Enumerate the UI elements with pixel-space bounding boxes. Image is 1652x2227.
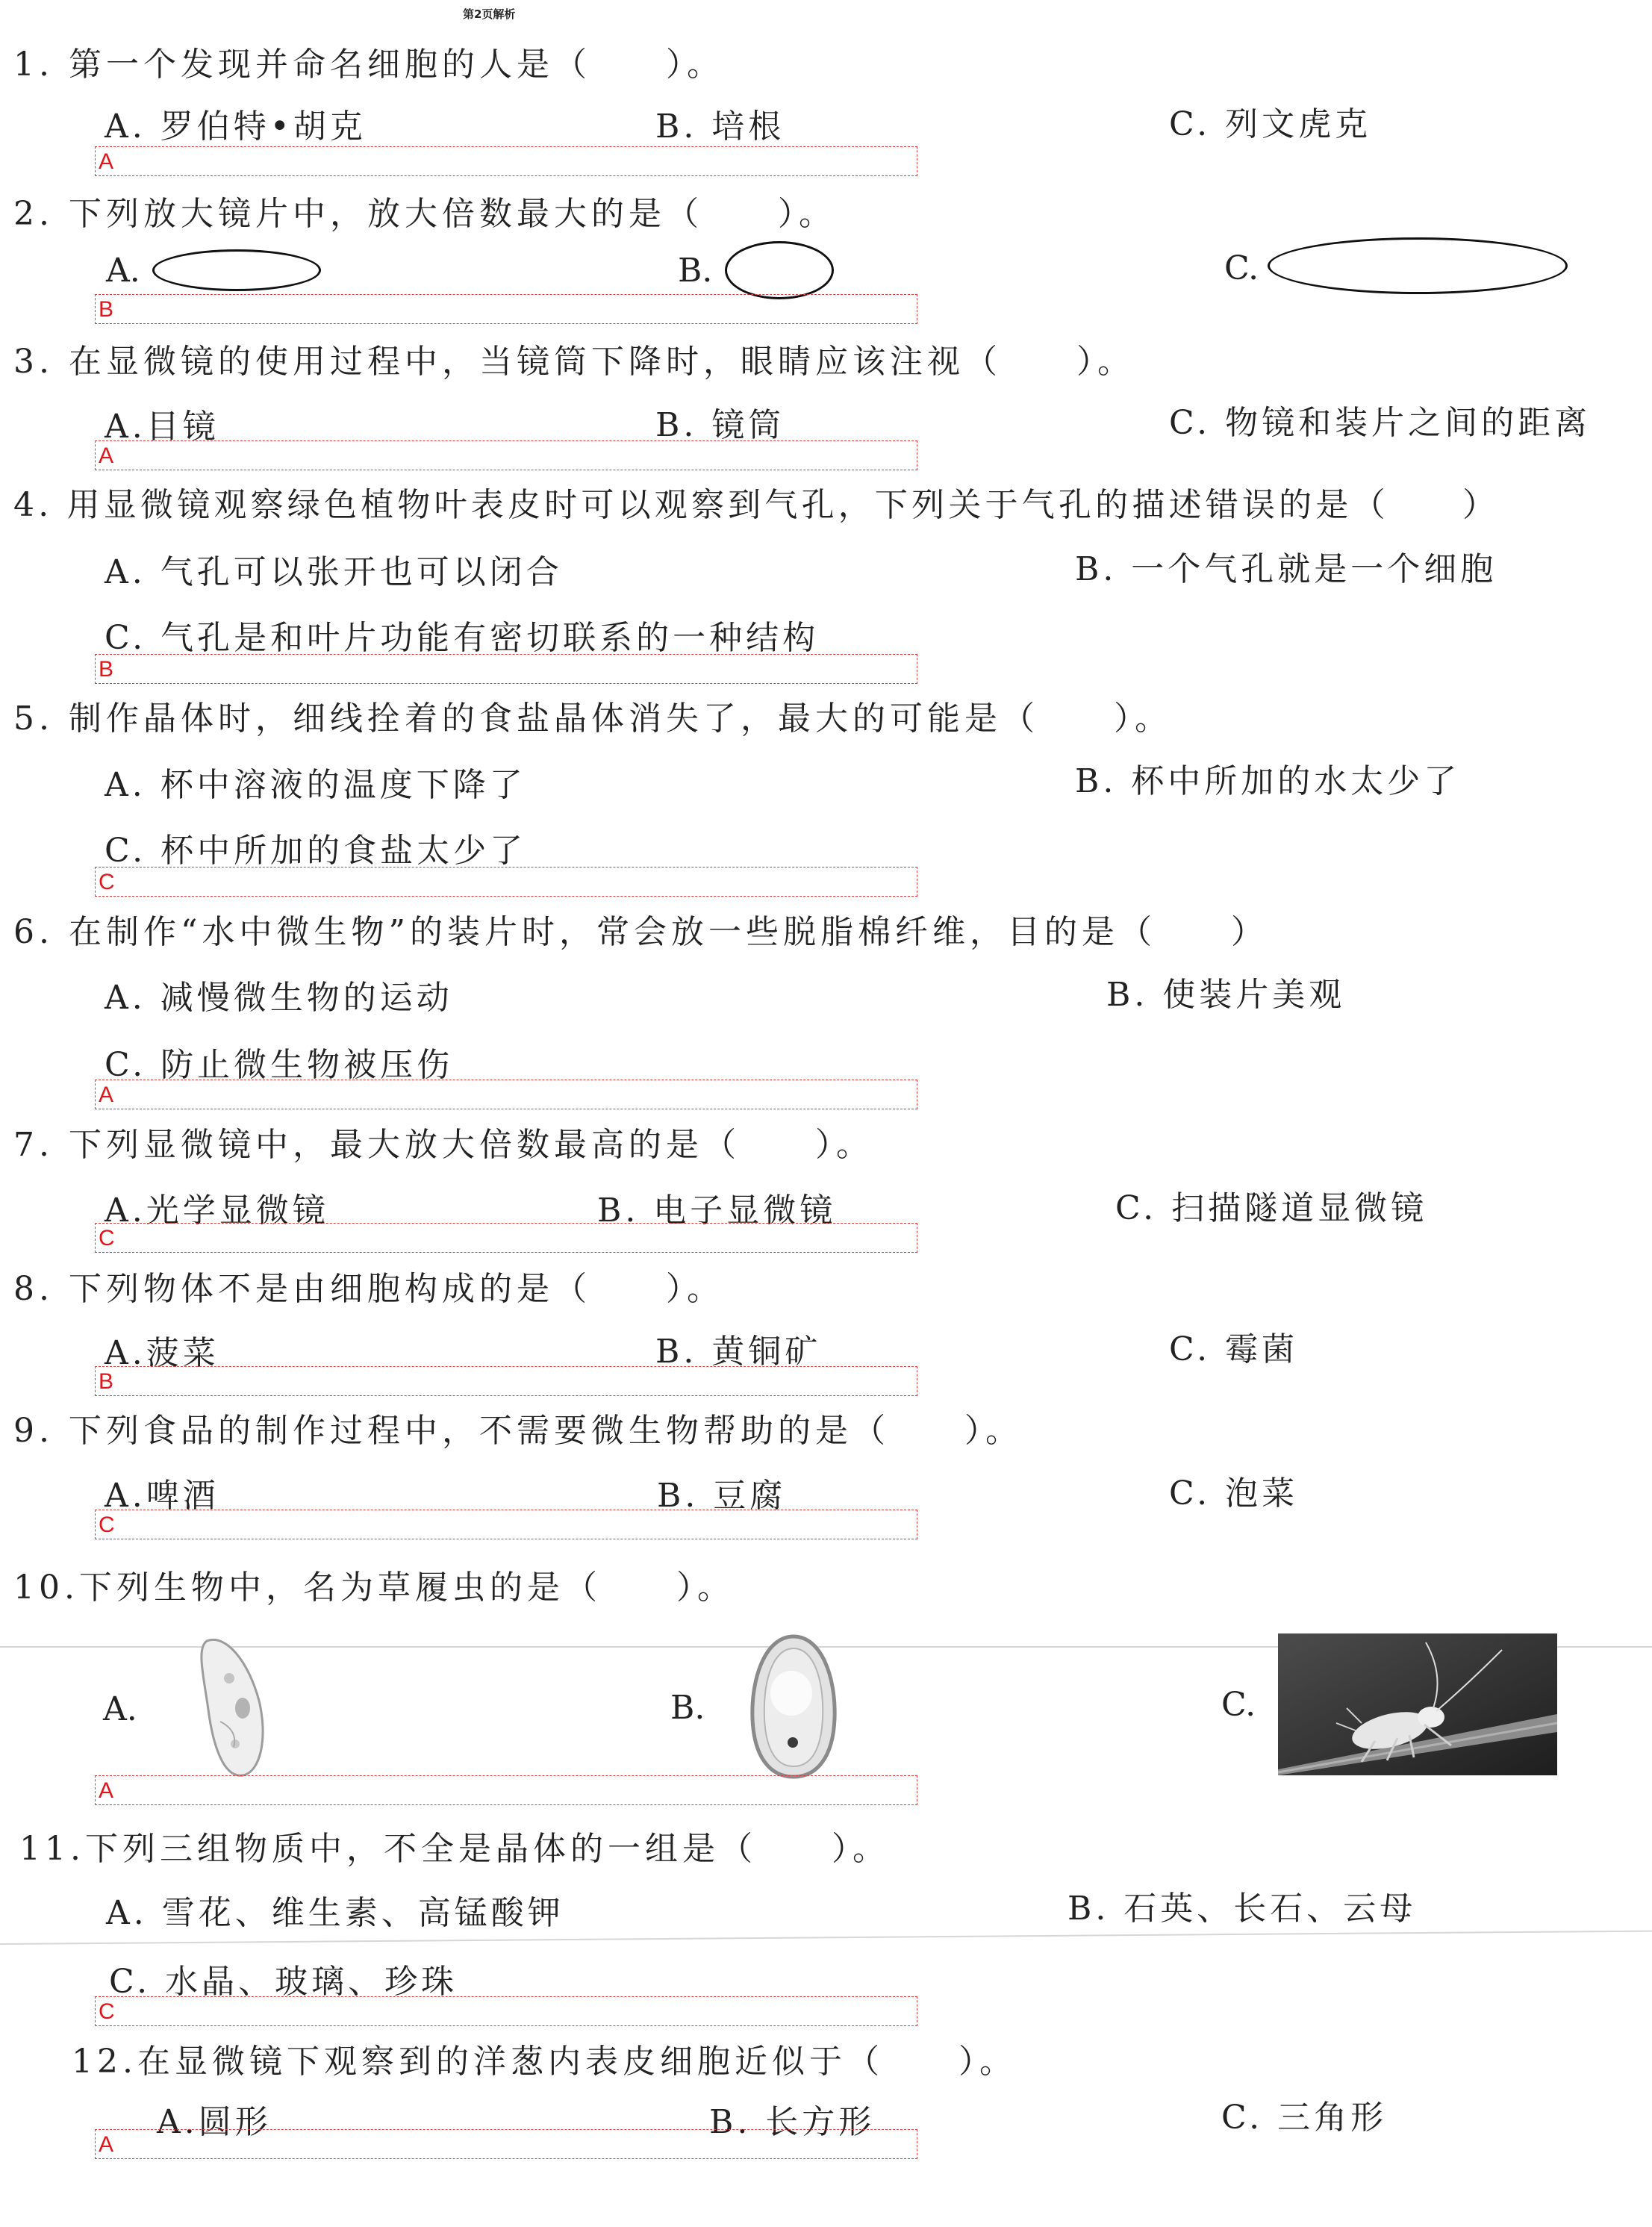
lens-b-icon	[725, 241, 834, 299]
q6-option-c: C. 防止微生物被压伤	[105, 1046, 454, 1084]
question-11: 11.下列三组物质中，不全是晶体的一组是（ ）。	[19, 1830, 890, 1868]
q4-option-a: A. 气孔可以张开也可以闭合	[105, 553, 563, 591]
lens-a-icon	[152, 249, 321, 291]
q9-option-b: B. 豆腐	[657, 1477, 787, 1515]
q7-answer: C	[95, 1223, 917, 1253]
q6-option-b: B. 使装片美观	[1106, 976, 1346, 1014]
q5-option-b: B. 杯中所加的水太少了	[1075, 762, 1461, 800]
q12-option-b: B. 长方形	[709, 2103, 876, 2141]
cell-image	[745, 1630, 842, 1780]
q8-option-b: B. 黄铜矿	[655, 1333, 822, 1371]
q8-option-c: C. 霉菌	[1169, 1330, 1299, 1368]
q10-option-b-label: B.	[670, 1689, 705, 1727]
q10-option-a-label: A.	[103, 1690, 137, 1728]
question-7: 7. 下列显微镜中，最大放大倍数最高的是（ ）。	[13, 1126, 873, 1164]
q5-option-c: C. 杯中所加的食盐太少了	[105, 832, 527, 870]
q12-option-a: A.圆形	[157, 2103, 272, 2141]
paramecium-image	[190, 1632, 280, 1781]
q9-answer: C	[95, 1510, 917, 1539]
q5-answer: C	[95, 867, 917, 897]
q4-answer: B	[95, 654, 917, 684]
question-9: 9. 下列食品的制作过程中，不需要微生物帮助的是（ ）。	[13, 1412, 1023, 1450]
q11-option-a: A. 雪花、维生素、高锰酸钾	[106, 1894, 564, 1932]
q12-answer: A	[95, 2129, 917, 2159]
q10-option-c-label: C.	[1221, 1686, 1256, 1724]
question-12: 12.在显微镜下观察到的洋葱内表皮细胞近似于（ ）。	[72, 2043, 1017, 2081]
question-10: 10.下列生物中，名为草履虫的是（ ）。	[13, 1569, 735, 1607]
question-3: 3. 在显微镜的使用过程中，当镜筒下降时，眼睛应该注视（ ）。	[13, 343, 1135, 381]
q11-option-c: C. 水晶、玻璃、珍珠	[109, 1963, 458, 2001]
q7-option-c: C. 扫描隧道显微镜	[1115, 1189, 1428, 1227]
q3-option-a: A.目镜	[105, 408, 219, 446]
question-6: 6. 在制作“水中微生物”的装片时，常会放一些脱脂棉纤维，目的是（ ）	[13, 913, 1268, 951]
q6-option-a: A. 减慢微生物的运动	[105, 979, 453, 1017]
q12-option-c: C. 三角形	[1221, 2099, 1388, 2137]
q2-option-a-label: A.	[106, 252, 140, 290]
q3-answer: A	[95, 440, 917, 470]
aphid-photo	[1278, 1633, 1557, 1775]
q5-option-a: A. 杯中溶液的温度下降了	[105, 766, 526, 804]
q8-answer: B	[95, 1366, 917, 1396]
q8-option-a: A.菠菜	[105, 1334, 219, 1372]
question-2: 2. 下列放大镜片中，放大倍数最大的是（ ）。	[13, 195, 836, 233]
lens-c-icon	[1268, 237, 1568, 294]
q10-answer: A	[95, 1775, 917, 1805]
q7-option-a: A.光学显微镜	[105, 1192, 329, 1230]
q9-option-a: A.啤酒	[105, 1477, 219, 1515]
q11-answer: C	[95, 1996, 917, 2026]
q3-option-c: C. 物镜和装片之间的距离	[1169, 404, 1592, 442]
q6-answer: A	[95, 1080, 917, 1109]
q2-option-c-label: C.	[1224, 249, 1259, 287]
q1-option-b: B. 培根	[655, 108, 785, 146]
q4-option-b: B. 一个气孔就是一个细胞	[1075, 550, 1497, 588]
question-8: 8. 下列物体不是由细胞构成的是（ ）。	[13, 1270, 724, 1308]
q3-option-b: B. 镜筒	[655, 406, 785, 444]
q9-option-c: C. 泡菜	[1169, 1474, 1299, 1513]
question-1: 1. 第一个发现并命名细胞的人是（ ）。	[13, 46, 724, 84]
q4-option-c: C. 气孔是和叶片功能有密切联系的一种结构	[105, 619, 820, 657]
q1-option-a: A. 罗伯特•胡克	[105, 108, 367, 146]
q11-option-b: B. 石英、长石、云母	[1067, 1890, 1417, 1928]
q1-answer: A	[95, 146, 917, 176]
q1-option-c: C. 列文虎克	[1169, 105, 1372, 143]
q2-option-b-label: B.	[678, 252, 713, 290]
question-5: 5. 制作晶体时，细线拴着的食盐晶体消失了，最大的可能是（ ）。	[13, 700, 1172, 738]
q7-option-b: B. 电子显微镜	[597, 1192, 837, 1230]
page-header: 第2页解析	[463, 7, 516, 21]
q2-answer: B	[95, 294, 917, 324]
question-4: 4. 用显微镜观察绿色植物叶表皮时可以观察到气孔，下列关于气孔的描述错误的是（ ）	[13, 486, 1500, 524]
